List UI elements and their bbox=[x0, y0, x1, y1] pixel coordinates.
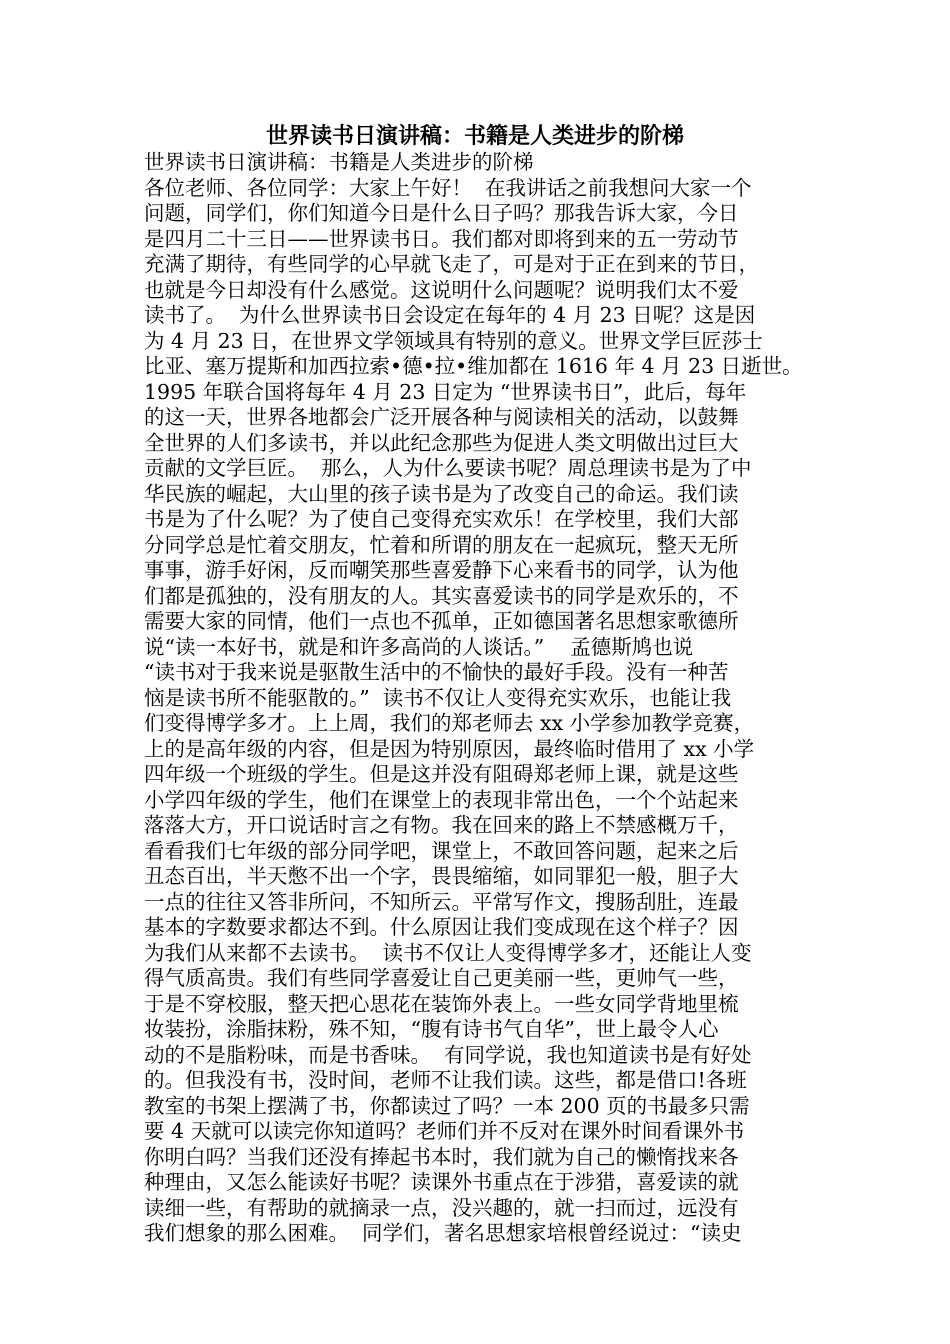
text-line: 为 4 月 23 日，在世界文学领域具有特别的意义。世界文学巨匠莎士 bbox=[144, 328, 763, 353]
text-line: 于是不穿校服，整天把心思花在装饰外表上。一些女同学背地里梳 bbox=[144, 991, 739, 1016]
text-line: 基本的字数要求都达不到。什么原因让我们变成现在这个样子？因 bbox=[144, 915, 739, 939]
text-line: “读书对于我来说是驱散生活中的不愉快的最好手段。没有一种苦 bbox=[144, 660, 729, 684]
text-line: 要 4 天就可以读完你知道吗？老师们并不反对在课外时间看课外书 bbox=[144, 1119, 745, 1143]
text-line: 得气质高贵。我们有些同学喜爱让自己更美丽一些，更帅气一些， bbox=[144, 966, 739, 990]
text-line: 也就是今日却没有什么感觉。这说明什么问题呢？说明我们太不爱 bbox=[144, 277, 739, 302]
text-line: 事事，游手好闲，反而嘲笑那些喜爱静下心来看书的同学，认为他 bbox=[144, 558, 739, 582]
text-line: 落落大方，开口说话时言之有物。我在回来的路上不禁感概万千， bbox=[144, 813, 739, 837]
text-line: 上的是高年级的内容，但是因为特别原因，最终临时借用了 xx 小学 bbox=[144, 736, 755, 761]
text-line: 动的不是脂粉味，而是书香味。 有同学说，我也知道读书是有好处 bbox=[144, 1042, 752, 1067]
document-body bbox=[144, 150, 824, 1247]
text-line: 充满了期待，有些同学的心早就飞走了，可是对于正在到来的节日， bbox=[144, 252, 759, 276]
text-line: 的。但我没有书，没时间，老师不让我们读。这些，都是借口!各班 bbox=[144, 1068, 747, 1092]
text-line: 妆装扮，涂脂抹粉，殊不知，“腹有诗书气自华”，世上最令人心 bbox=[144, 1017, 719, 1041]
text-line: 恼是读书所不能驱散的。” 读书不仅让人变得充实欢乐，也能让我 bbox=[144, 685, 732, 710]
text-line: 世界读书日演讲稿：书籍是人类进步的阶梯 bbox=[144, 150, 534, 174]
text-line: 各位老师、各位同学：大家上午好！ 在我讲话之前我想问大家一个 bbox=[144, 175, 752, 200]
text-line: 的这一天，世界各地都会广泛开展各种与阅读相关的活动，以鼓舞 bbox=[144, 405, 739, 429]
text-line: 你明白吗？当我们还没有捧起书本时，我们就为自己的懒惰找来各 bbox=[144, 1144, 739, 1169]
text-line: 我们想象的那么困难。 同学们，著名思想家培根曾经说过：“读史 bbox=[144, 1221, 742, 1245]
text-line: 需要大家的同情，他们一点也不孤单，正如德国著名思想家歌德所 bbox=[144, 609, 739, 633]
text-line: 读书了。 为什么世界读书日会设定在每年的 4 月 23 日呢？这是因 bbox=[144, 303, 756, 327]
text-line: 四年级一个班级的学生。但是这并没有阻碍郑老师上课，就是这些 bbox=[144, 762, 739, 786]
text-line: 一点的往往又答非所问，不知所云。平常写作文，搜肠刮肚，连最 bbox=[144, 889, 739, 914]
text-line: 问题，同学们，你们知道今日是什么日子吗？那我告诉大家，今日 bbox=[144, 201, 739, 225]
text-line: 说“读一本好书，就是和许多高尚的人谈话。” 孟德斯鸠也说 bbox=[144, 634, 694, 659]
text-line: 们都是孤独的，没有朋友的人。其实喜爱读书的同学是欢乐的，不 bbox=[144, 583, 739, 608]
text-line: 全世界的人们多读书，并以此纪念那些为促进人类文明做出过巨大 bbox=[144, 430, 739, 455]
text-line: 书是为了什么呢？为了使自己变得充实欢乐！在学校里，我们大部 bbox=[144, 507, 739, 531]
text-line: 种理由，又怎么能读好书呢？读课外书重点在于涉猎，喜爱读的就 bbox=[144, 1170, 739, 1194]
text-line: 分同学总是忙着交朋友，忙着和所谓的朋友在一起疯玩，整天无所 bbox=[144, 532, 739, 557]
text-line: 教室的书架上摆满了书，你都读过了吗？一本 200 页的书最多只需 bbox=[144, 1093, 750, 1118]
text-line: 1995 年联合国将每年 4 月 23 日定为 “世界读书日”，此后，每年 bbox=[144, 379, 747, 404]
text-line: 小学四年级的学生，他们在课堂上的表现非常出色，一个个站起来 bbox=[144, 787, 739, 812]
text-line: 比亚、塞万提斯和加西拉索•德•拉•维加都在 1616 年 4 月 23 日逝世。 bbox=[144, 354, 803, 378]
text-line: 们变得博学多才。上上周，我们的郑老师去 xx 小学参加教学竞赛， bbox=[144, 711, 755, 735]
text-line: 读细一些，有帮助的就摘录一点，没兴趣的，就一扫而过，远没有 bbox=[144, 1195, 739, 1220]
document-title: 世界读书日演讲稿：书籍是人类进步的阶梯 bbox=[265, 123, 684, 149]
text-line: 华民族的崛起，大山里的孩子读书是为了改变自己的命运。我们读 bbox=[144, 481, 739, 506]
text-line: 丑态百出，半天憋不出一个字，畏畏缩缩，如同罪犯一般，胆子大 bbox=[144, 864, 739, 888]
text-line: 是四月二十三日——世界读书日。我们都对即将到来的五一劳动节 bbox=[144, 226, 739, 251]
text-line: 贡献的文学巨匠。 那么，人为什么要读书呢？周总理读书是为了中 bbox=[144, 456, 752, 480]
text-line: 看看我们七年级的部分同学吧，课堂上，不敢回答问题，起来之后 bbox=[144, 838, 739, 863]
text-line: 为我们从来都不去读书。 读书不仅让人变得博学多才，还能让人变 bbox=[144, 940, 752, 965]
